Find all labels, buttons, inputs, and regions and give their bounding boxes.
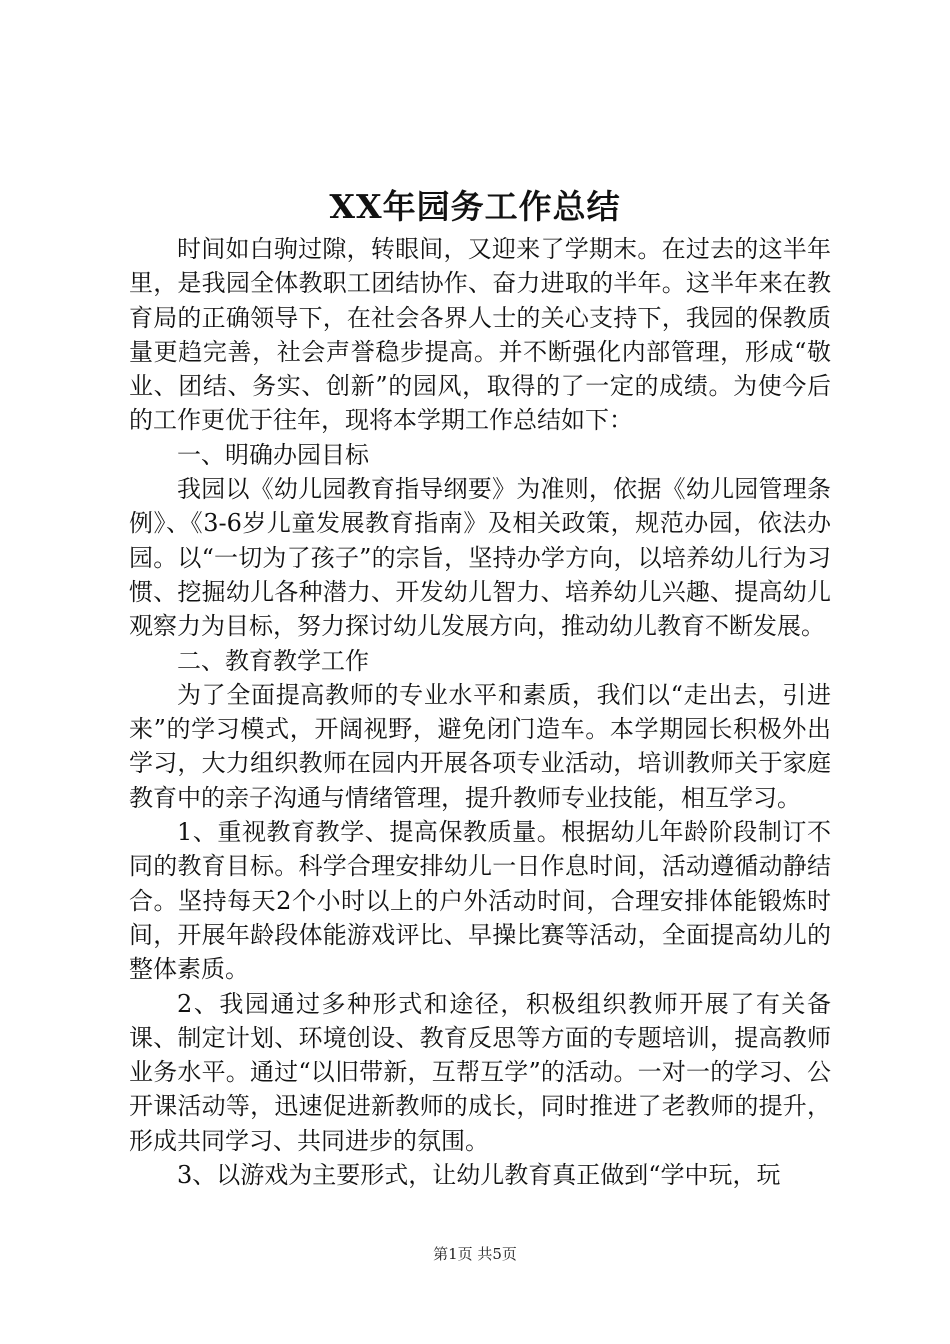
document-body bbox=[129, 232, 831, 1192]
paragraph-item-2: 2、我园通过多种形式和途径，积极组织教师开展了有关备课、制定计划、环境创设、教育反思等方面的专题培训，提高教师业务水平。通过“以旧带新，互帮互学”的活动。一对一的学习、公开课活动等，迅速促进新教师的成长，同时推进了老教师的提升，形成共同学习、共同进步的氛围。 bbox=[129, 989, 831, 1155]
section-heading-2: 二、教育教学工作 bbox=[177, 646, 369, 675]
document-title: XX年园务工作总结 bbox=[329, 187, 621, 226]
paragraph-item-1: 1、重视教育教学、提高保教质量。根据幼儿年龄阶段制订不同的教育目标。科学合理安排幼儿一日作息时间，活动遵循动静结合。坚持每天2个小时以上的户外活动时间，合理安排体能锻炼时间，开展年龄段体能游戏评比、早操比赛等活动，全面提高幼儿的整体素质。 bbox=[129, 818, 831, 984]
paragraph-item-3: 3、以游戏为主要形式，让幼儿教育真正做到“学中玩，玩 bbox=[177, 1161, 781, 1190]
paragraph-section-1: 我园以《幼儿园教育指导纲要》为准则，依据《幼儿园管理条例》、《3-6岁儿童发展教育指南》及相关政策，规范办园，依法办园。以“一切为了孩子”的宗旨，坚持办学方向，以培养幼儿行为习惯、挖掘幼儿各种潜力、开发幼儿智力、培养幼儿兴趣、提高幼儿观察力为目标，努力探讨幼儿发展方向，推动幼儿教育不断发展。 bbox=[129, 475, 831, 641]
page-number-footer: 第1页 共5页 bbox=[433, 1245, 517, 1263]
section-heading-1: 一、明确办园目标 bbox=[177, 440, 369, 469]
paragraph-section-2: 为了全面提高教师的专业水平和素质，我们以“走出去，引进来”的学习模式，开阔视野，避免闭门造车。本学期园长积极外出学习，大力组织教师在园内开展各项专业活动，培训教师关于家庭教育中的亲子沟通与情绪管理，提升教师专业技能，相互学习。 bbox=[129, 680, 831, 812]
paragraph-intro: 时间如白驹过隙，转眼间，又迎来了学期末。在过去的这半年里，是我园全体教职工团结协作、奋力进取的半年。这半年来在教育局的正确领导下，在社会各界人士的关心支持下，我园的保教质量更趋完善，社会声誉稳步提高。并不断强化内部管理，形成“敬业、团结、务实、创新”的园风，取得的了一定的成绩。为使今后的工作更优于往年，现将本学期工作总结如下： bbox=[129, 235, 831, 435]
